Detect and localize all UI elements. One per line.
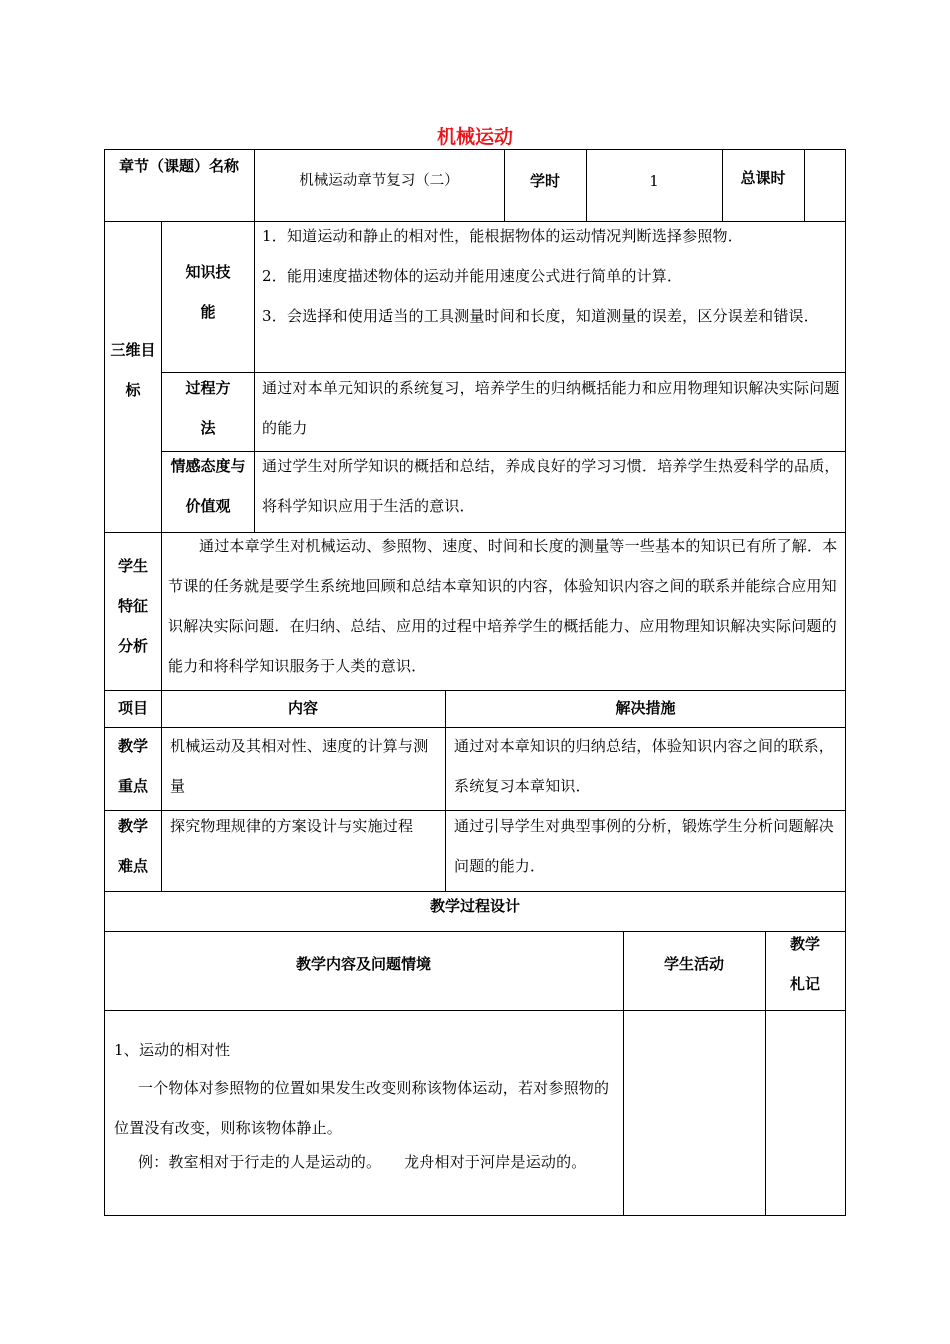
process-design-title: 教学过程设计 <box>429 897 520 915</box>
attitude-label: 情感态度与价值观 <box>170 457 246 515</box>
document-title: 机械运动 <box>436 126 513 148</box>
column-header-teaching-notes: 教学札记 <box>789 935 820 993</box>
hours-label: 学时 <box>529 172 560 190</box>
row-content: 探究物理规律的方案设计与实施过程 <box>170 817 414 835</box>
section-example: 例：教室相对于行走的人是运动的。 龙舟相对于河岸是运动的。 <box>138 1153 587 1171</box>
column-header-student-activity: 学生活动 <box>663 955 724 973</box>
hours-value: 1 <box>649 172 659 190</box>
knowledge-item: 2．能用速度描述物体的运动并能用速度公式进行简单的计算． <box>262 267 683 285</box>
knowledge-item: 1．知道运动和静止的相对性，能根据物体的运动情况判断选择参照物． <box>262 227 743 245</box>
process-method-label: 过程方法 <box>185 379 231 437</box>
column-header-teaching-content: 教学内容及问题情境 <box>295 955 431 973</box>
chapter-label: 章节（课题）名称 <box>118 157 239 175</box>
row-measure: 通过引导学生对典型事例的分析，锻炼学生分析问题解决问题的能力． <box>454 817 835 875</box>
attitude-text: 通过学生对所学知识的概括和总结，养成良好的学习习惯．培养学生热爱科学的品质，将科学知识应用于生活的意识． <box>262 457 840 515</box>
total-hours-label: 总课时 <box>740 169 786 187</box>
chapter-value: 机械运动章节复习（二） <box>299 173 459 189</box>
row-label: 教学难点 <box>117 817 148 875</box>
analysis-text: 通过本章学生对机械运动、参照物、速度、时间和长度的测量等一些基本的知识已有所了解．本节课的任务就是要学生系统地回顾和总结本章知识的内容，体验知识内容之间的联系并能综合应用知识解决实际问题．在归纳、总结、应用的过程中培养学生的概括能力、应用物理知识解决实际问题的能力和将科学知识服务于人类的意识． <box>168 537 838 675</box>
analysis-label: 学生特征分析 <box>117 557 148 655</box>
column-header-item: 项目 <box>117 699 148 717</box>
knowledge-items <box>262 216 840 336</box>
section-paragraph: 一个物体对参照物的位置如果发生改变则称该物体运动，若对参照物的位置没有改变，则称该物体静止。 <box>114 1079 610 1137</box>
knowledge-label: 知识技能 <box>185 263 231 321</box>
row-measure: 通过对本章知识的归纳总结，体验知识内容之间的联系，系统复习本章知识． <box>454 737 835 795</box>
goals-label: 三维目标 <box>110 341 156 399</box>
column-header-measure: 解决措施 <box>615 699 676 717</box>
section-heading: 1、运动的相对性 <box>114 1041 231 1059</box>
process-method-text: 通过对本单元知识的系统复习，培养学生的归纳概括能力和应用物理知识解决实际问题的能力 <box>262 379 840 437</box>
row-content: 机械运动及其相对性、速度的计算与测量 <box>170 737 429 795</box>
column-header-content: 内容 <box>287 699 318 717</box>
row-label: 教学重点 <box>117 737 148 795</box>
knowledge-item: 3．会选择和使用适当的工具测量时间和长度，知道测量的误差，区分误差和错误． <box>262 307 819 325</box>
